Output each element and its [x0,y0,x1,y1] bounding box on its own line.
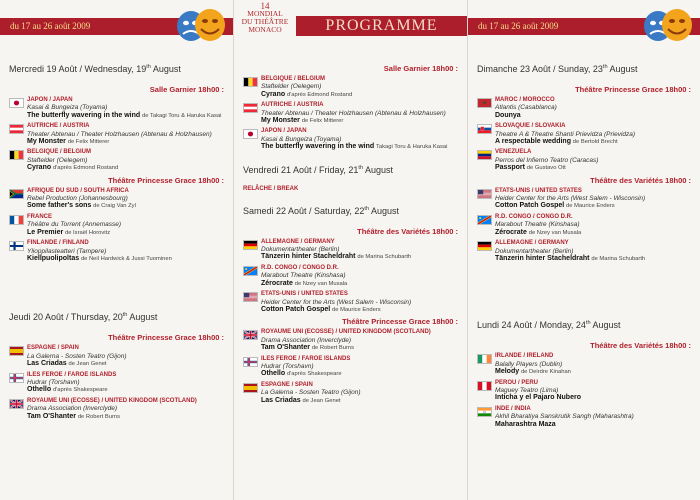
play-line [261,397,458,405]
venue-heading: Théâtre Princesse Grace 18h00 : [575,85,691,94]
play-title: My Monster [261,117,300,125]
play-line [27,360,224,368]
date-range: du 17 au 26 août 2009 [478,21,559,31]
program-entry [243,128,458,151]
company-name: Staftelder (Oelegem) [261,83,322,91]
country-name: BELGIQUE / BELGIUM [27,149,92,156]
program-entry [243,265,458,288]
company-name: Theater Abtenau / Theater Holzhausen (Abtenau & Holzhausen) [27,130,212,138]
day-heading: Samedi 22 Août / Saturday, 22th August [243,205,400,216]
entry-text [495,240,691,263]
play-title: Tam O'Shanter [27,412,76,420]
finland-flag-icon [9,241,24,251]
program-entry [243,356,458,379]
play-line [495,229,691,237]
theatre-masks-icon [638,4,696,46]
uk-flag-icon [243,330,258,340]
venue-heading: Salle Garnier 18h00 : [149,85,224,94]
company-name: Akhil Bharatiya Sanskrutik Sangh (Maharashtra) [495,413,634,421]
play-title: Inticha y el Pajaro Nubero [495,394,581,402]
theatre-masks-icon [171,4,229,46]
entry-text [495,149,691,172]
program-entry [9,398,224,421]
company-name: Balally Players (Dublin) [495,360,563,368]
program-entry [9,345,224,368]
company-name: Dokumentartheater (Berlin) [495,247,574,255]
country-name: ALLEMAGNE / GERMANY [261,238,335,245]
play-line [495,368,691,376]
company-name: Rebel Production (Johannesbourg) [27,195,128,203]
ireland-flag-icon [477,354,492,364]
play-author: de Jean Genet [302,397,341,404]
drc-flag-icon [477,215,492,225]
play-title: The butterfly wavering in the wind [261,143,375,151]
day-heading: Lundi 24 Août / Monday, 24th August [477,320,621,331]
entry-text [495,123,691,146]
company-name: Perros del Infierno Teatro (Caracas) [495,156,599,164]
play-line [495,255,691,263]
program-entry [243,329,458,352]
company-name: Marabout Theatre (Kinshasa) [261,272,346,280]
faroe-flag-icon [243,357,258,367]
entry-text [27,97,224,120]
entry-text [261,291,458,314]
play-author: d'après Edmond Rostand [52,165,119,172]
country-name: MAROC / MOROCCO [495,97,555,103]
entry-text [495,353,691,376]
play-title: Dounya [495,111,521,119]
play-author: de Robert Burns [311,345,355,352]
spain-flag-icon [9,346,24,356]
play-title: Tänzerin hinter Stacheldraht [495,254,590,262]
program-entry [243,382,458,405]
venue-heading: Théâtre Princesse Grace 18h00 : [342,317,458,327]
company-name: Heider Center for the Arts (West Salem - Wisconsin) [495,195,646,203]
play-title: The butterfly wavering in the wind [27,111,141,119]
play-line [261,143,458,151]
play-author: de Israël Horovitz [65,229,111,236]
germany-flag-icon [243,240,258,250]
programme-heading: PROGRAMME [296,16,467,36]
entry-text [261,76,458,99]
belgium-flag-icon [9,150,24,160]
company-name: Ylioppilasteatteri (Tampere) [27,247,107,255]
entry-text [27,149,224,172]
play-title: Zérocrate [261,279,293,287]
program-entry [477,240,691,263]
program-entry [243,291,458,314]
play-author: de Deirdre Kinahan [520,369,571,376]
panel-right [468,0,700,500]
south-africa-flag-icon [9,189,24,199]
program-entry [243,102,458,125]
country-name: ESPAGNE / SPAIN [27,345,79,352]
company-name: Atlantis (Casablanca) [495,104,557,112]
germany-flag-icon [477,241,492,251]
venezuela-flag-icon [477,150,492,160]
play-author: d'après Shakespeare [286,371,342,378]
play-line [27,202,224,210]
play-title: A respectable wedding [495,138,571,146]
company-name: La Galerna - Sosten Teatro (Gijon) [261,389,361,397]
venue-heading: Salle Garnier 18h00 : [383,64,458,73]
program-entry [243,76,458,99]
play-line [495,421,691,429]
country-name: AUTRICHE / AUSTRIA [27,123,90,130]
company-name: Drama Association (Inverclyde) [27,405,118,413]
date-range: du 17 au 26 août 2009 [10,21,91,31]
play-author: de Maurice Enders [566,203,615,210]
play-line [261,117,458,125]
company-name: Staftelder (Oelegem) [27,156,88,164]
country-name: JAPON / JAPAN [27,97,73,103]
play-title: Zérocrate [495,228,527,236]
program-entry [9,149,224,172]
country-name: FINLANDE / FINLAND [27,240,89,247]
usa-flag-icon [243,292,258,302]
play-title: Cyrano [261,90,286,98]
play-line [27,255,224,263]
entry-text [261,102,458,125]
play-title: Melody [495,368,520,376]
entry-text [27,372,224,395]
play-title: My Monster [27,138,66,146]
play-author: de Jean Genet [68,361,107,368]
entry-text [27,214,224,237]
entry-text [495,380,691,403]
venue-heading: Théâtre Princesse Grace 18h00 : [108,175,224,185]
company-name: Théâtre du Torrent (Annemasse) [27,221,122,229]
country-name: ILES FEROE / FAROE ISLANDS [261,355,351,362]
play-line [27,112,224,120]
entry-text [495,406,691,429]
play-title: Cotton Patch Gospel [261,305,331,313]
play-author: de Bertold Brecht [572,139,618,146]
austria-flag-icon [9,124,24,134]
country-name: ILES FEROE / FAROE ISLANDS [27,371,117,378]
play-line [495,202,691,210]
play-author: de Nzey van Musala [528,229,582,236]
program-entry [9,97,224,120]
company-name: Heider Center for the Arts (West Salem - Wisconsin) [261,298,412,306]
play-title: Maharashtra Maza [495,420,556,428]
play-title: Some father's sons [27,202,92,210]
play-author: Takagi Toru & Haruka Kasai [376,144,448,151]
play-title: Las Criadas [27,360,67,368]
country-name: ESPAGNE / SPAIN [261,381,313,388]
entry-text [27,240,224,263]
play-author: de Neil Hardwick & Jussi Tuominen [80,255,172,262]
break-notice: RELÂCHE / BREAK [243,185,299,192]
country-name: ROYAUME UNI (ECOSSE) / UNITED KINGDOM (SCOTLAND) [27,397,197,404]
country-name: JAPON / JAPAN [261,128,307,135]
entry-text [27,123,224,146]
company-name: Dokumentartheater (Berlin) [261,246,340,254]
japan-flag-icon [9,98,24,108]
program-entry [477,97,691,120]
play-author: de Gustavo Ott [526,165,566,172]
panel3-content [477,64,691,432]
entry-text [495,214,691,237]
usa-flag-icon [477,189,492,199]
play-title: Cotton Patch Gospel [495,202,565,210]
program-entry [477,188,691,211]
play-line [27,413,224,421]
entry-text [495,97,691,120]
entry-text [495,188,691,211]
play-line [495,394,691,402]
country-name: SLOVAQUIE / SLOVAKIA [495,123,566,130]
company-name: Kasai & Bungeiza (Toyama) [261,135,342,143]
program-entry [477,406,691,429]
play-line [261,370,458,378]
company-name: Marabout Theatre (Kinshasa) [495,221,580,229]
program-entry [477,380,691,403]
entry-text [261,265,458,288]
play-title: Passport [495,164,525,172]
play-title: Cyrano [27,164,52,172]
company-name: Maguey Teatro (Lima) [495,386,559,394]
morocco-flag-icon [477,98,492,108]
company-name: Drama Association (Inverclyde) [261,336,352,344]
panel-middle [234,0,467,500]
country-name: INDE / INDIA [495,405,531,412]
program-entry [243,239,458,262]
spain-flag-icon [243,383,258,393]
play-title: Tam O'Shanter [261,344,310,352]
country-name: ETATS-UNIS / UNITED STATES [261,291,348,298]
country-name: ALLEMAGNE / GERMANY [495,240,569,247]
play-line [27,164,224,172]
india-flag-icon [477,407,492,417]
uk-flag-icon [9,399,24,409]
venue-heading: Théâtre des Variétés 18h00 : [357,226,458,236]
entry-text [261,382,458,405]
peru-flag-icon [477,381,492,391]
day-heading: Dimanche 23 Août / Sunday, 23th August [477,64,638,74]
program-entry [9,188,224,211]
country-name: AFRIQUE DU SUD / SOUTH AFRICA [27,187,129,194]
company-name: Theatre A & Theatre Shanti Prievidza (Prievidza) [495,130,636,138]
program-entry [477,123,691,146]
day-heading: Jeudi 20 Août / Thursday, 20th August [9,312,158,323]
play-title: Othello [261,370,286,378]
festival-logo: 14 MONDIAL DU THÉÂTRE MONACO [241,1,289,34]
venue-heading: Théâtre des Variétés 18h00 : [590,175,691,185]
faroe-flag-icon [9,373,24,383]
country-name: PEROU / PERU [495,379,539,386]
entry-text [261,239,458,262]
entry-text [261,128,458,151]
day-heading: Mercredi 19 Août / Wednesday, 19th August [9,64,181,74]
play-author: d'après Shakespeare [52,387,108,394]
play-author: d'après Edmond Rostand [286,91,353,98]
program-entry [9,372,224,395]
play-title: Tänzerin hinter Stacheldraht [261,253,356,261]
program-entry [9,240,224,263]
entry-text [27,345,224,368]
play-author: de Maurice Enders [332,306,381,313]
france-flag-icon [9,215,24,225]
belgium-flag-icon [243,77,258,87]
program-entry [9,214,224,237]
panel1-content [9,64,224,424]
play-line [495,112,691,120]
program-entry [477,149,691,172]
play-author: de Marina Schubarth [357,254,412,261]
venue-heading: Théâtre Princesse Grace 18h00 : [108,333,224,343]
company-name: Hudrar (Torshavn) [261,362,314,370]
country-name: R.D. CONGO / CONGO D.R. [261,264,339,271]
austria-flag-icon [243,103,258,113]
entry-text [261,356,458,379]
play-author: de Felix Mitterer [301,118,344,125]
play-line [27,386,224,394]
play-author: de Felix Mitterer [67,139,110,146]
play-line [261,91,458,99]
play-line [261,306,458,314]
program-entry [477,214,691,237]
entry-text [261,329,458,352]
slovakia-flag-icon [477,124,492,134]
program-entry [477,353,691,376]
play-line [27,229,224,237]
japan-flag-icon [243,129,258,139]
play-line [261,280,458,288]
entry-text [27,398,224,421]
drc-flag-icon [243,266,258,276]
play-title: Kiellpuolipoltas [27,254,80,262]
play-line [261,253,458,261]
play-line [495,164,691,172]
day-heading: Vendredi 21 Août / Friday, 21th August [243,164,394,175]
company-name: Kasai & Bungeiza (Toyama) [27,104,108,112]
play-title: Las Criadas [261,396,301,404]
entry-text [27,188,224,211]
venue-heading: Théâtre des Variétés 18h00 : [590,341,691,351]
country-name: AUTRICHE / AUSTRIA [261,102,324,109]
play-author: de Nzey van Musala [294,280,348,287]
country-name: BELGIQUE / BELGIUM [261,76,326,82]
play-author: de Marina Schubarth [591,255,646,262]
play-line [261,344,458,352]
country-name: ETATS-UNIS / UNITED STATES [495,187,582,194]
company-name: La Galerna - Sosten Teatro (Gijon) [27,352,127,360]
country-name: IRLANDE / IRELAND [495,353,554,360]
country-name: VENEZUELA [495,149,532,156]
play-author: de Takagi Toru & Haruka Kasai [142,112,222,119]
play-title: Le Premier [27,228,64,236]
play-author: de Robert Burns [77,413,121,420]
country-name: R.D. CONGO / CONGO D.R. [495,213,573,220]
country-name: ROYAUME UNI (ECOSSE) / UNITED KINGDOM (SCOTLAND) [261,329,431,336]
play-line [495,138,691,146]
play-author: de Craig Van Zyl [93,203,136,210]
company-name: Hudrar (Torshavn) [27,378,80,386]
play-title: Othello [27,386,52,394]
play-line [27,138,224,146]
program-entry [9,123,224,146]
panel-left [0,0,233,500]
panel2-content [243,64,458,408]
company-name: Theater Abtenau / Theater Holzhausen (Abtenau & Holzhausen) [261,109,446,117]
country-name: FRANCE [27,213,52,220]
